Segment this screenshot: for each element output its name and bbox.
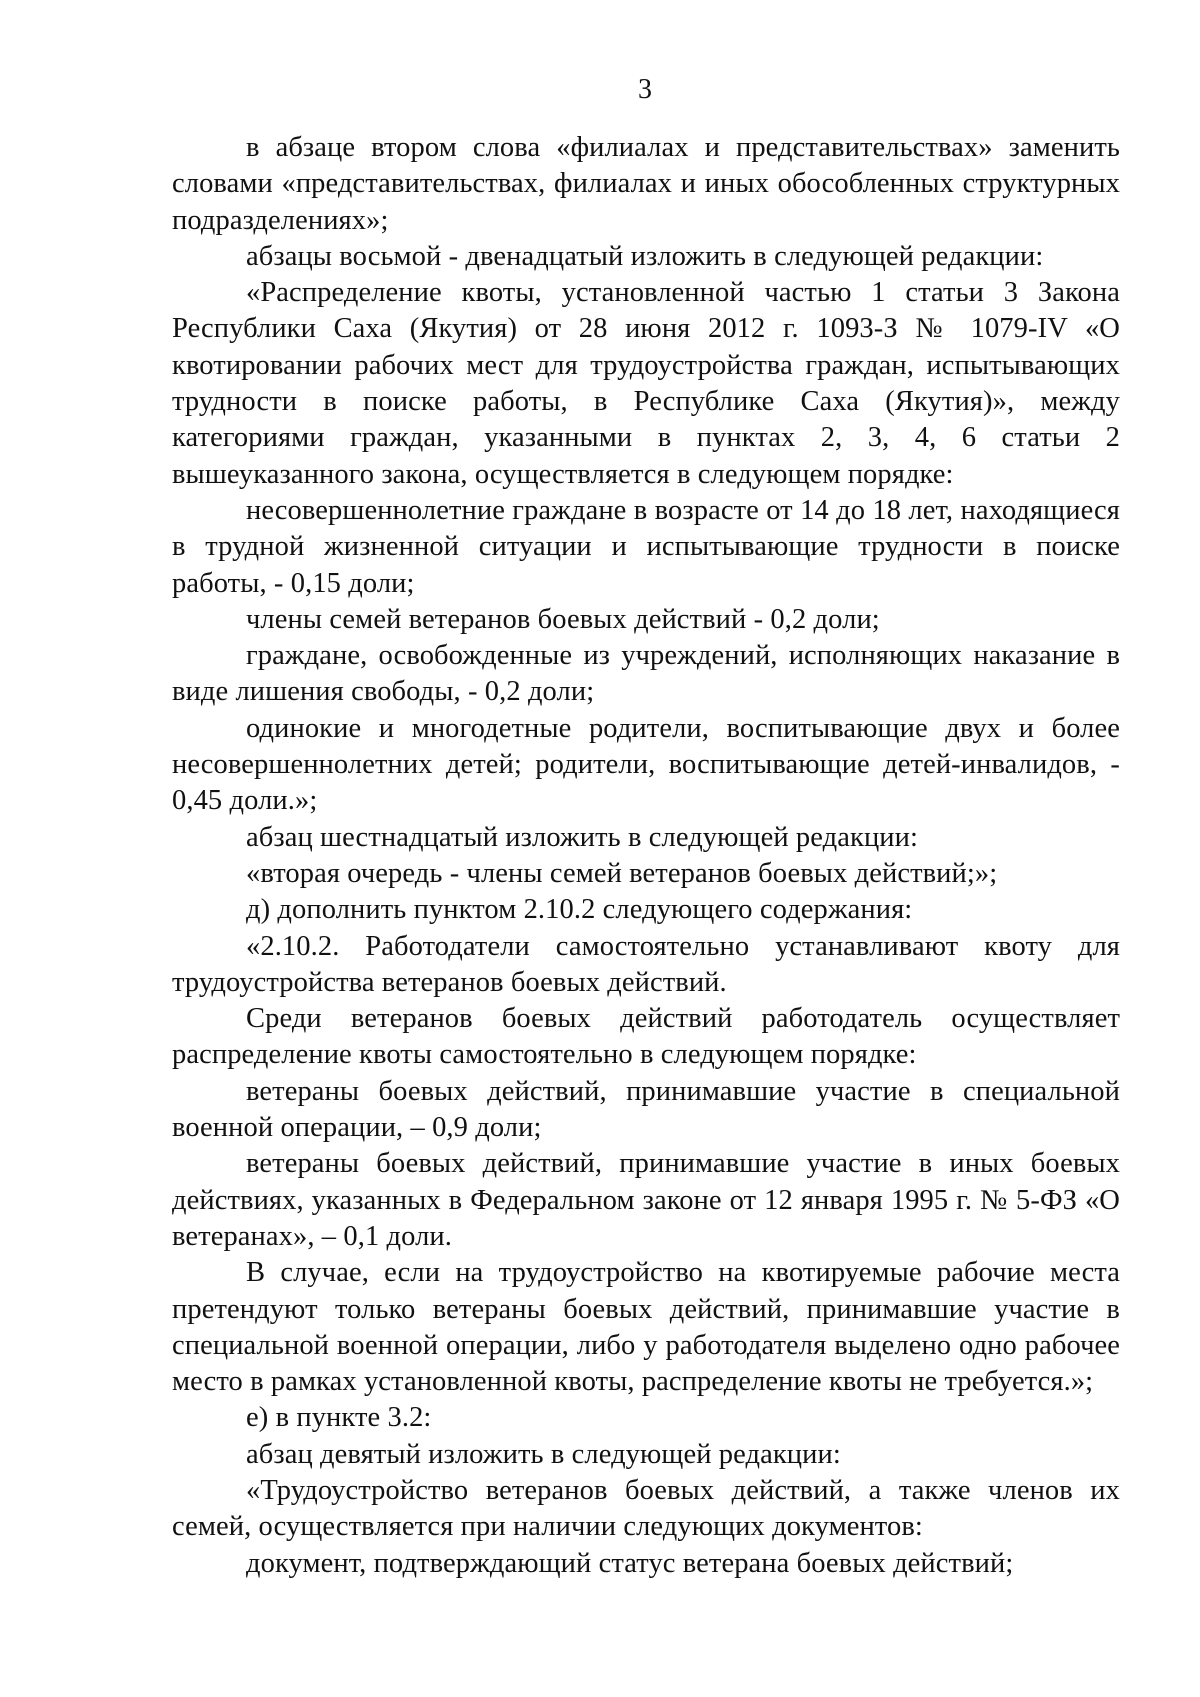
paragraph: «Трудоустройство ветеранов боевых действий, а также членов их семей, осуществляется при наличии следующих документов: <box>172 1474 1120 1543</box>
paragraph: ветераны боевых действий, принимавшие участие в специальной военной операции, – 0,9 доли; <box>172 1075 1120 1144</box>
paragraph: в абзаце втором слова «филиалах и представительствах» заменить словами «представительствах, филиалах и иных обособленных структурных подразделениях»; <box>172 132 1120 236</box>
paragraph: ветераны боевых действий, принимавшие участие в иных боевых действиях, указанных в Федеральном законе от 12 января 1995 г. № 5-ФЗ «О ветеранах», – 0,1 доли. <box>172 1148 1120 1252</box>
page-number: 3 <box>638 74 652 105</box>
document-body <box>172 130 1120 1582</box>
paragraph: члены семей ветеранов боевых действий - 0,2 доли; <box>246 603 880 635</box>
paragraph: несовершеннолетние граждане в возрасте от 14 до 18 лет, находящиеся в трудной жизненной ситуации и испытывающие трудности в поиске работы, - 0,15 доли; <box>172 494 1120 599</box>
paragraph: Среди ветеранов боевых действий работодатель осуществляет распределение квоты самостоятельно в следующем порядке: <box>172 1003 1120 1071</box>
paragraph: «2.10.2. Работодатели самостоятельно устанавливают квоту для трудоустройства ветеранов боевых действий. <box>172 930 1120 998</box>
paragraph: д) дополнить пунктом 2.10.2 следующего содержания: <box>246 894 913 926</box>
paragraph: «вторая очередь - члены семей ветеранов боевых действий;»; <box>246 857 998 889</box>
paragraph: абзац девятый изложить в следующей редакции: <box>246 1438 841 1470</box>
paragraph: абзац шестнадцатый изложить в следующей редакции: <box>246 821 919 853</box>
paragraph: абзацы восьмой - двенадцатый изложить в следующей редакции: <box>246 240 1044 272</box>
paragraph: «Распределение квоты, установленной частью 1 статьи 3 Закона Республики Саха (Якутия) от 28 июня 2012 г. 1093-З № 1079-IV «О квотировании рабочих мест для трудоустройства граждан, испытывающих трудности в поиске работы, в Республике Саха (Якутия)», между категориями граждан, указанными в пунктах 2, 3, 4, 6 статьи 2 вышеуказанного закона, осуществляется в следующем порядке: <box>172 277 1120 490</box>
paragraph: одинокие и многодетные родители, воспитывающие двух и более несовершеннолетних детей; родители, воспитывающие детей-инвалидов, - 0,45 доли.»; <box>172 712 1120 817</box>
paragraph: документ, подтверждающий статус ветерана боевых действий; <box>246 1547 1014 1579</box>
paragraph: граждане, освобожденные из учреждений, исполняющих наказание в виде лишения свободы, - 0,2 доли; <box>172 640 1120 708</box>
paragraph: е) в пункте 3.2: <box>246 1402 432 1434</box>
paragraph: В случае, если на трудоустройство на квотируемые рабочие места претендуют только ветераны боевых действий, принимавшие участие в специальной военной операции, либо у работодателя выделено одно рабочее место в рамках установленной квоты, распределение квоты не требуется.»; <box>172 1257 1120 1398</box>
